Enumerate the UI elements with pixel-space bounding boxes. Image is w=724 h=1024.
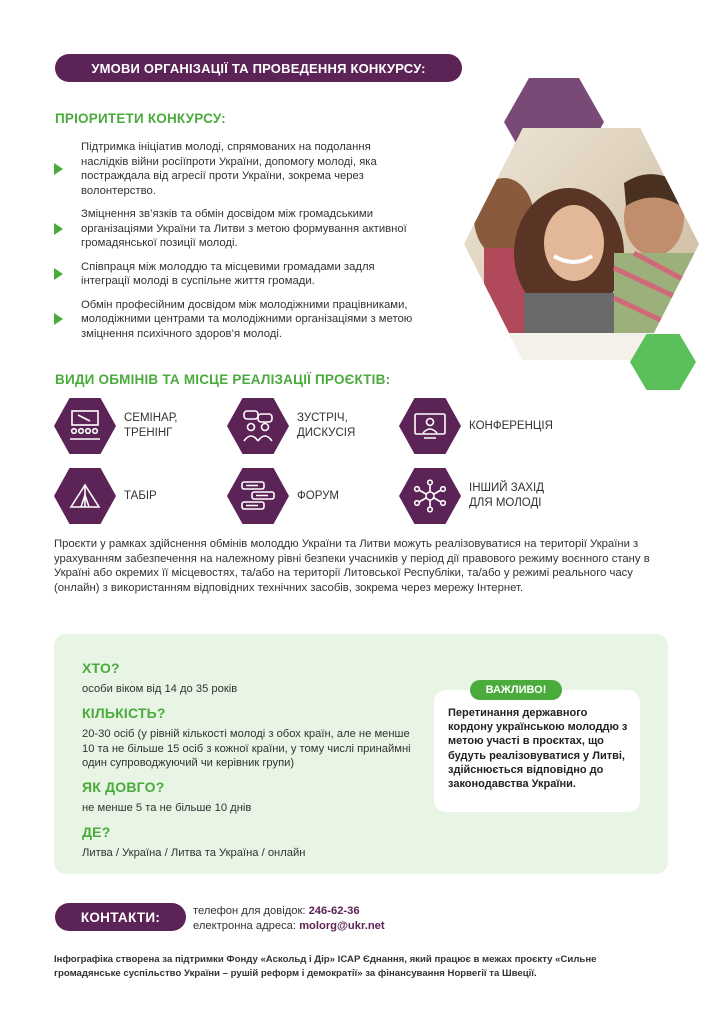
email-link[interactable]: molorg@ukr.net — [299, 919, 385, 932]
seminar-icon — [54, 398, 116, 454]
type-meeting — [227, 398, 355, 454]
type-label: СЕМІНАР, ТРЕНІНГ — [124, 412, 178, 439]
bullet-arrow-icon — [54, 163, 63, 175]
phone-number[interactable]: 246-62-36 — [308, 905, 360, 917]
priority-text: Підтримка ініціатив молоді, спрямованих на подолання наслідків війни росіїпроти України, допомогу молоді, яка постраждала від агресії проти України, зокрема через волонтерство. — [81, 141, 377, 197]
contacts-label: КОНТАКТИ: — [55, 903, 186, 931]
duration-answer: не менше 5 та не більше 10 днів — [82, 802, 252, 815]
list-item — [54, 260, 414, 289]
priorities-list — [54, 140, 414, 348]
where-question: ДЕ? — [82, 823, 111, 840]
type-label: КОНФЕРЕНЦІЯ — [469, 419, 553, 432]
type-camp — [54, 468, 157, 524]
where-answer: Литва / Україна / Литва та Україна / онлайн — [82, 846, 306, 859]
type-label: ІНШИЙ ЗАХІД ДЛЯ МОЛОДІ — [469, 482, 545, 509]
forum-icon — [227, 468, 289, 524]
email-label: електронна адреса: — [193, 919, 296, 932]
list-item — [54, 298, 414, 342]
type-forum — [227, 468, 339, 524]
contacts-info — [193, 904, 385, 933]
section-title: УМОВИ ОРГАНІЗАЦІЇ ТА ПРОВЕДЕННЯ КОНКУРСУ: — [55, 54, 462, 82]
phone-label: телефон для довідок: — [193, 905, 306, 917]
list-item — [54, 140, 414, 198]
type-other — [399, 468, 544, 524]
meeting-icon — [227, 398, 289, 454]
list-item — [54, 207, 414, 251]
info-box — [54, 634, 668, 874]
bullet-arrow-icon — [54, 268, 63, 280]
types-heading: ВИДИ ОБМІНІВ ТА МІСЦЕ РЕАЛІЗАЦІЇ ПРОЄКТІВ: — [55, 372, 391, 387]
priority-text: Обмін професійним досвідом між молодіжними працівниками, молодіжними центрами та молодіжними організаціями з метою зміцнення психічного здоров’я молоді. — [81, 298, 413, 340]
count-question: КІЛЬКІСТЬ? — [82, 704, 166, 721]
who-question: ХТО? — [82, 660, 120, 676]
priorities-heading: ПРІОРИТЕТИ КОНКУРСУ: — [55, 111, 226, 126]
tent-icon — [54, 468, 116, 524]
conference-icon — [399, 398, 461, 454]
footer-credits: Інфографіка створена за підтримки Фонду «Аскольд і Дір» ІСАР Єднання, який працює в межах проєкту «Сильне громадянське суспільство України – рушій реформ і демократії» за фінансування Норвегії та Швеції. — [54, 954, 597, 979]
type-conference — [399, 398, 553, 454]
network-icon — [399, 468, 461, 524]
bullet-arrow-icon — [54, 223, 63, 235]
important-text: Перетинання державного кордону українською молоддю з метою участі в проєктах, що будуть реалізовуватися у Литві, здійснюється відповідно до законодавства України. — [448, 707, 628, 791]
type-seminar — [54, 398, 177, 454]
priority-text: Зміцнення зв’язків та обмін досвідом між громадськими організаціями України та Литви з метою формування активної громадянської позиції молоді. — [81, 208, 407, 249]
bullet-arrow-icon — [54, 313, 63, 325]
type-label: ТАБІР — [124, 489, 157, 502]
hero-photo-group — [464, 78, 704, 390]
important-card — [434, 690, 640, 812]
type-label: ФОРУМ — [297, 489, 339, 502]
type-label: ЗУСТРІЧ, ДИСКУСІЯ — [297, 412, 356, 439]
count-answer: 20-30 осіб (у рівній кількості молоді з обох країн, але не менше 10 та не більше 15 осіб з кожної країни, у тому числі принаймні один супроводжуючий чи керівник групи) — [82, 727, 411, 770]
priority-text: Співпраця між молоддю та місцевими громадами задля інтеграції молоді в суспільне життя громади. — [81, 260, 375, 287]
info-questions — [82, 660, 422, 869]
who-answer: особи віком від 14 до 35 років — [82, 683, 238, 695]
implementation-paragraph: Проєкти у рамках здійснення обмінів молоддю України та Литви можуть реалізовуватися на території України з урахуванням забезпечення на належному рівні безпеки учасників у період дії правового режиму воєнного стану в Україні або окремих її місцевостях, та/або на території Литовської Республіки, та/або у режимі реального часу (онлайн) з використанням відповідних технічних засобів, зокрема через мережу Інтернет. — [54, 538, 650, 595]
students-photo — [464, 128, 699, 360]
important-badge: ВАЖЛИВО! — [470, 680, 562, 700]
duration-question: ЯК ДОВГО? — [82, 779, 165, 796]
